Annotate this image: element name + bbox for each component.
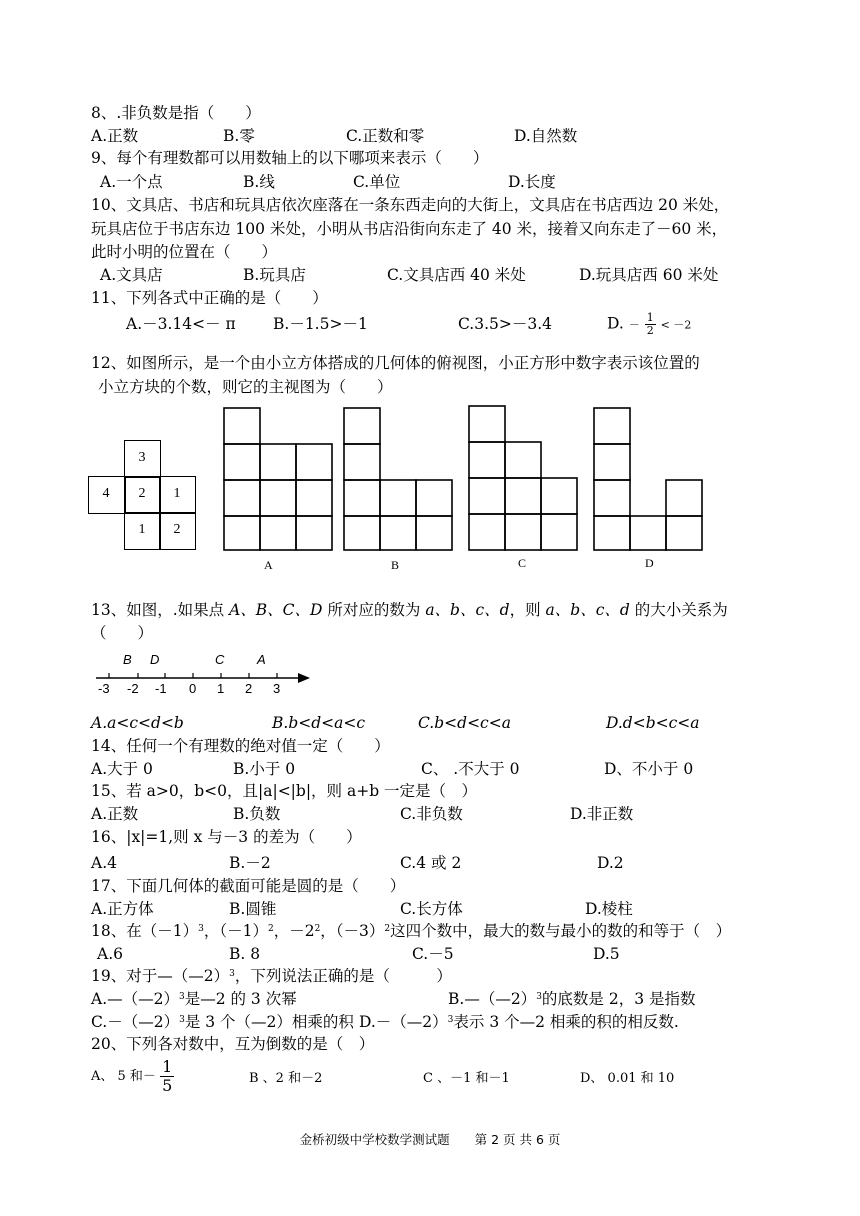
q16-option-d: D.2 <box>597 854 624 872</box>
q11-option-d <box>607 312 691 337</box>
q11-d-minus: － <box>628 318 640 332</box>
front-view-b <box>344 408 452 550</box>
q13-end: 的大小关系为 <box>629 601 728 619</box>
q11-d-fraction <box>645 312 656 337</box>
q11-option-a: A.－3.14<－ π <box>126 315 236 333</box>
q10-option-d: D.玩具店西 60 米处 <box>579 266 719 284</box>
number-line-labels <box>92 652 332 702</box>
q20-option-d: D、 0.01 和 10 <box>580 1071 675 1086</box>
front-view-a <box>224 408 332 550</box>
axis-tick-neg3: -3 <box>98 681 110 696</box>
front-view-c <box>469 406 577 550</box>
q20-a-prefix: A、 5 和－ <box>91 1069 156 1084</box>
q11-d-rest: < －2 <box>660 318 692 332</box>
q11-d-frac-num: 1 <box>646 311 654 324</box>
q10-option-a: A.文具店 <box>100 266 163 284</box>
axis-tick-0: 0 <box>189 681 197 696</box>
q16-option-a: A.4 <box>91 854 117 872</box>
q20-a-frac-den: 5 <box>162 1076 173 1095</box>
q18-option-d: D.5 <box>593 945 620 963</box>
q14-option-a: A.大于 0 <box>91 760 153 778</box>
q20-option-c: C 、－1 和－1 <box>423 1071 510 1086</box>
q20-a-fraction <box>160 1058 174 1095</box>
page-footer: 金桥初级中学校数学测试题 第 2 页 共 6 页 <box>299 1132 561 1147</box>
q18-stem-d: ，（－3） <box>320 922 385 940</box>
front-view-options <box>0 400 860 600</box>
q10-line1: 10、文具店、书店和玩具店依次座落在一条东西走向的大街上，文具店在书店西边 20 米处， <box>91 196 730 214</box>
q18-stem-c: ，－2 <box>273 922 315 940</box>
q13-option-b: B.b<d<a<c <box>272 714 366 732</box>
q18-stem-b: ，（－1） <box>203 922 268 940</box>
q19-b-part2: 的底数是 2，3 是指数 <box>541 990 696 1008</box>
q19-a-part1: A.—（—2） <box>91 990 179 1008</box>
q9-option-a: A.一个点 <box>100 173 163 191</box>
q17-stem: 17、下面几何体的截面可能是圆的是（ ） <box>91 877 406 895</box>
q19-stem-a: 19、对于—（—2） <box>91 967 230 985</box>
q19-stem <box>91 966 452 986</box>
q11-d-prefix: D. <box>607 314 624 333</box>
q10-option-b: B.玩具店 <box>243 266 306 284</box>
q16-option-c: C.4 或 2 <box>400 854 462 872</box>
axis-point-c: C <box>215 652 225 667</box>
q20-option-a <box>91 1058 174 1095</box>
q19-option-a <box>91 989 297 1009</box>
q9-option-d: D.长度 <box>508 173 556 191</box>
q16-stem: 16、|x|=1,则 x 与－3 的差为（ ） <box>91 828 362 846</box>
q15-option-a: A.正数 <box>91 805 139 823</box>
q11-option-c: C.3.5>－3.4 <box>458 315 553 333</box>
q13-vars2: a、b、c、d <box>545 601 630 619</box>
q19-option-d <box>359 1012 679 1032</box>
q19-a-exp: 3 <box>178 992 185 1002</box>
q19-a-part2: 是—2 的 3 次幂 <box>184 990 297 1008</box>
q17-option-b: B.圆锥 <box>229 900 277 918</box>
front-view-label-a: A <box>264 558 273 572</box>
q8-option-a: A.正数 <box>91 127 139 145</box>
q13-option-c: C.b<d<c<a <box>418 714 511 732</box>
q19-b-exp: 3 <box>536 992 542 1002</box>
q8-option-c: C.正数和零 <box>346 127 425 145</box>
q11-stem: 11、下列各式中正确的是（ ） <box>91 289 328 307</box>
q18-exp-2: 2 <box>267 924 274 934</box>
q13-vars: a、b、c、d <box>425 601 510 619</box>
q13-mid2: ，则 <box>509 601 546 619</box>
q14-stem: 14、任何一个有理数的绝对值一定（ ） <box>91 737 390 755</box>
front-view-label-d: D <box>645 556 654 570</box>
q18-stem <box>91 921 731 941</box>
q13-prefix: 13、如图，.如果点 <box>91 601 230 619</box>
q19-stem-b: ，下列说法正确的是（ ） <box>234 967 452 985</box>
q8-option-d: D.自然数 <box>514 127 578 145</box>
q9-option-b: B.线 <box>243 173 275 191</box>
q18-exp-4: 2 <box>384 924 391 934</box>
axis-tick-2: 2 <box>245 681 253 696</box>
grid-number-top: 3 <box>138 450 146 465</box>
axis-point-a: A <box>257 652 266 667</box>
axis-tick-3: 3 <box>273 681 281 696</box>
q10-option-c: C.文具店西 40 米处 <box>387 266 526 284</box>
q10-line2: 玩具店位于书店东边 100 米处，小明从书店沿街向东走了 40 米，接着又向东走了－60 米， <box>91 220 728 238</box>
q18-exp-3: 2 <box>314 924 321 934</box>
q9-stem: 9、每个有理数都可以用数轴上的以下哪项来表示（ ） <box>91 149 489 167</box>
q15-stem: 15、若 a>0，b<0，且|a|<|b|，则 a+b 一定是（ ） <box>91 782 478 800</box>
axis-tick-neg2: -2 <box>127 681 139 696</box>
q19-exp: 3 <box>229 969 235 979</box>
q14-option-d: D、不小于 0 <box>604 760 694 778</box>
q19-b-part1: B.—（—2） <box>448 990 537 1008</box>
q18-option-c: C.－5 <box>412 945 454 963</box>
q19-c-part2: 是 3 个（—2）相乘的积 <box>184 1013 354 1031</box>
q13-points: A、B、C、D <box>229 601 323 619</box>
axis-point-b: B <box>123 652 132 667</box>
q13-line1 <box>91 600 728 620</box>
q15-option-b: B.负数 <box>233 805 281 823</box>
q19-d-exp: 3 <box>447 1015 454 1025</box>
grid-number-right: 1 <box>173 486 181 501</box>
front-view-d <box>594 408 702 550</box>
q20-stem: 20、下列各对数中，互为倒数的是（ ） <box>91 1035 375 1053</box>
q13-line2: （ ） <box>91 624 154 642</box>
q19-d-part2: 表示 3 个—2 相乘的积的相反数. <box>453 1013 679 1031</box>
grid-number-bottom-center: 1 <box>138 522 146 537</box>
q9-option-c: C.单位 <box>353 173 401 191</box>
q14-option-b: B.小于 0 <box>233 760 296 778</box>
q18-option-b: B. 8 <box>229 945 261 963</box>
q11-option-b: B.－1.5>－1 <box>273 315 368 333</box>
grid-number-center: 2 <box>138 486 146 501</box>
q18-exp-1: 3 <box>198 924 204 934</box>
q14-option-c: C、 .不大于 0 <box>421 760 520 778</box>
q18-stem-e: 这四个数中，最大的数与最小的数的和等于（ ） <box>390 922 732 940</box>
q19-c-part1: C.－（—2） <box>91 1013 180 1031</box>
q19-c-exp: 3 <box>179 1015 185 1025</box>
grid-number-bottom-right: 2 <box>173 522 181 537</box>
q16-option-b: B.－2 <box>229 854 271 872</box>
q10-line3: 此时小明的位置在（ ） <box>91 243 278 261</box>
q12-line2: 小立方块的个数，则它的主视图为（ ） <box>98 378 393 396</box>
q11-d-frac-den: 2 <box>646 324 654 337</box>
q8-stem: 8、.非负数是指（ ） <box>91 104 261 122</box>
q20-option-b: B 、2 和－2 <box>249 1071 323 1086</box>
grid-number-left: 4 <box>102 486 110 501</box>
front-view-label-c: C <box>518 556 527 570</box>
q18-option-a: A.6 <box>97 945 123 963</box>
q17-option-c: C.长方体 <box>400 900 463 918</box>
q19-d-part1: D.－（—2） <box>359 1013 448 1031</box>
q17-option-a: A.正方体 <box>91 900 154 918</box>
q15-option-d: D.非正数 <box>570 805 634 823</box>
axis-tick-neg1: -1 <box>155 681 167 696</box>
q19-option-b <box>448 989 696 1009</box>
q15-option-c: C.非负数 <box>400 805 463 823</box>
axis-tick-1: 1 <box>217 681 225 696</box>
q18-stem-a: 18、在（－1） <box>91 922 199 940</box>
q13-mid: 所对应的数为 <box>322 601 426 619</box>
q13-option-a: A.a<c<d<b <box>91 714 184 732</box>
q8-option-b: B.零 <box>223 127 255 145</box>
axis-point-d: D <box>150 652 160 667</box>
q12-line1: 12、如图所示，是一个由小立方体搭成的几何体的俯视图，小正方形中数字表示该位置的 <box>91 354 700 372</box>
q17-option-d: D.棱柱 <box>585 900 633 918</box>
front-view-label-b: B <box>391 558 400 572</box>
q20-a-frac-num: 1 <box>162 1057 173 1076</box>
q13-option-d: D.d<b<c<a <box>606 714 700 732</box>
q19-option-c <box>91 1012 354 1032</box>
